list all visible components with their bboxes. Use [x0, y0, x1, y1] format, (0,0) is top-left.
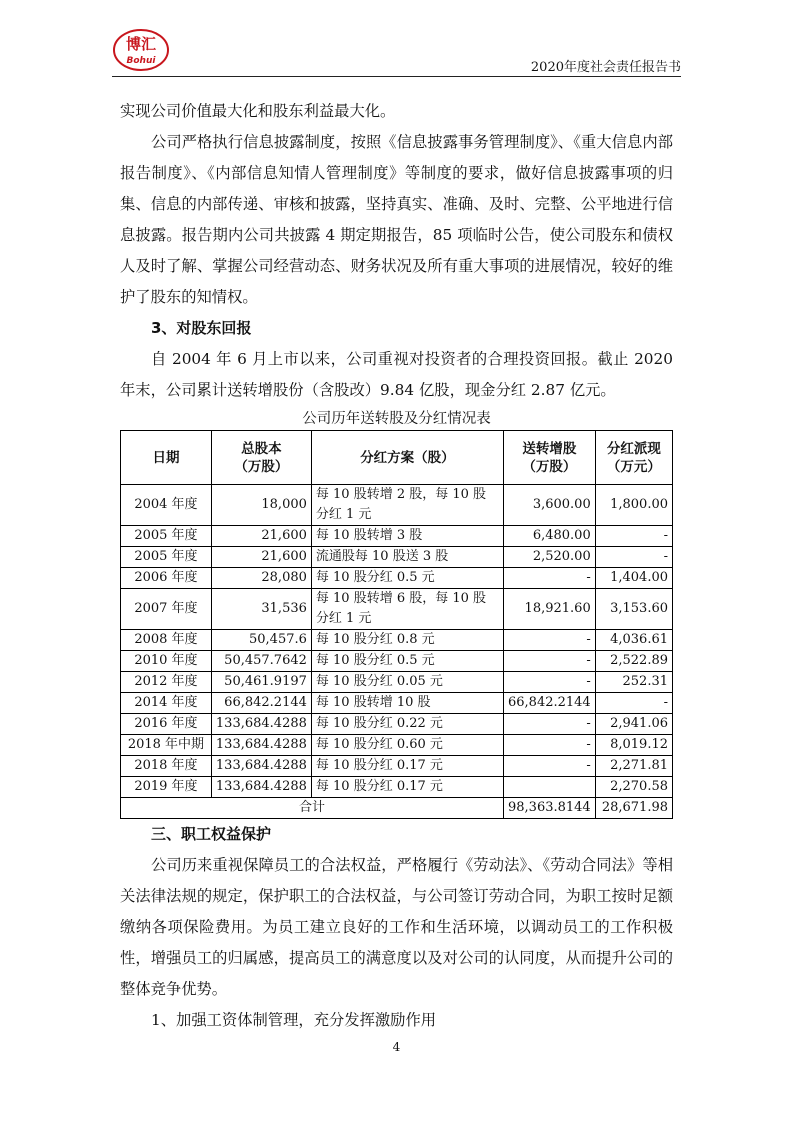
table-row: 2004 年度 18,000 每 10 股转增 2 股，每 10 股分红 1 元 3,600.00 1,800.00	[121, 485, 673, 526]
company-logo	[112, 28, 170, 72]
header-cash-dividend: 分红派现 （万元）	[595, 431, 672, 485]
table-row: 2019 年度 133,684.4288 每 10 股分红 0.17 元 2,270.58	[121, 777, 673, 798]
logo-text: 博汇	[125, 35, 157, 53]
header-divider	[112, 76, 681, 77]
heading-employee-rights: 三、职工权益保护	[151, 825, 272, 843]
table-row: 2005 年度 21,600 每 10 股转增 3 股 6,480.00 -	[121, 526, 673, 547]
table-row: 2014 年度 66,842.2144 每 10 股转增 10 股 66,842.2144 -	[121, 693, 673, 714]
total-bonus-shares: 98,363.8144	[504, 798, 596, 819]
paragraph-employee-rights: 公司历来重视保障员工的合法权益，严格履行《劳动法》、《劳动合同法》等相关法律法规的规定，保护职工的合法权益，与公司签订劳动合同，为职工按时足额缴纳各项保险费用。为员工建立良好的工作和生活环境，以调动员工的工作积极性，增强员工的归属感，提高员工的满意度以及对公司的认同度，从而提升公司的整体竞争优势。	[120, 856, 673, 998]
table-row: 2012 年度 50,461.9197 每 10 股分红 0.05 元 - 252.31	[121, 672, 673, 693]
paragraph-value-maximization: 实现公司价值最大化和股东利益最大化。	[120, 102, 396, 120]
table-row: 2006 年度 28,080 每 10 股分红 0.5 元 - 1,404.00	[121, 568, 673, 589]
paragraph-wage-management: 1、加强工资体制管理，充分发挥激励作用	[151, 1011, 437, 1029]
table-caption: 公司历年送转股及分红情况表	[302, 411, 491, 427]
table-row: 2018 年中期 133,684.4288 每 10 股分红 0.60 元 - 8,019.12	[121, 735, 673, 756]
table-total-row	[121, 798, 673, 819]
header-title: 2020年度社会责任报告书	[530, 60, 681, 75]
page-content	[120, 96, 673, 1036]
page-number: 4	[392, 1040, 401, 1054]
table-row: 2007 年度 31,536 每 10 股转增 6 股，每 10 股分红 1 元 18,921.60 3,153.60	[121, 589, 673, 630]
total-label: 合计	[121, 798, 504, 819]
paragraph-dividend-summary: 自 2004 年 6 月上市以来，公司重视对投资者的合理投资回报。截止 2020 年末，公司累计送转增股份（含股改）9.84 亿股，现金分红 2.87 亿元。	[120, 350, 673, 399]
table-row: 2010 年度 50,457.7642 每 10 股分红 0.5 元 - 2,522.89	[121, 651, 673, 672]
header-bonus-shares: 送转增股 （万股）	[504, 431, 596, 485]
header-dividend-plan: 分红方案（股）	[311, 431, 503, 485]
total-cash-dividend: 28,671.98	[595, 798, 672, 819]
table-row: 2018 年度 133,684.4288 每 10 股分红 0.17 元 - 2,271.81	[121, 756, 673, 777]
dividend-table	[120, 430, 673, 819]
logo-subtext: Bohui	[126, 56, 156, 66]
table-row: 2005 年度 21,600 流通股每 10 股送 3 股 2,520.00 -	[121, 547, 673, 568]
table-header-row	[121, 431, 673, 485]
paragraph-disclosure: 公司严格执行信息披露制度，按照《信息披露事务管理制度》、《重大信息内部报告制度》、《内部信息知情人管理制度》等制度的要求，做好信息披露事项的归集、信息的内部传递、审核和披露，坚持真实、准确、及时、完整、公平地进行信息披露。报告期内公司共披露 4 期定期报告，85 项临时公告，使公司股东和债权人及时了解、掌握公司经营动态、财务状况及所有重大事项的进展情况，较好的维护了股东的知情权。	[120, 133, 673, 306]
heading-shareholder-return: 3、对股东回报	[151, 319, 252, 337]
header-date: 日期	[121, 431, 212, 485]
table-row: 2008 年度 50,457.6 每 10 股分红 0.8 元 - 4,036.61	[121, 630, 673, 651]
header-total-shares: 总股本 （万股）	[211, 431, 311, 485]
table-row: 2016 年度 133,684.4288 每 10 股分红 0.22 元 - 2,941.06	[121, 714, 673, 735]
